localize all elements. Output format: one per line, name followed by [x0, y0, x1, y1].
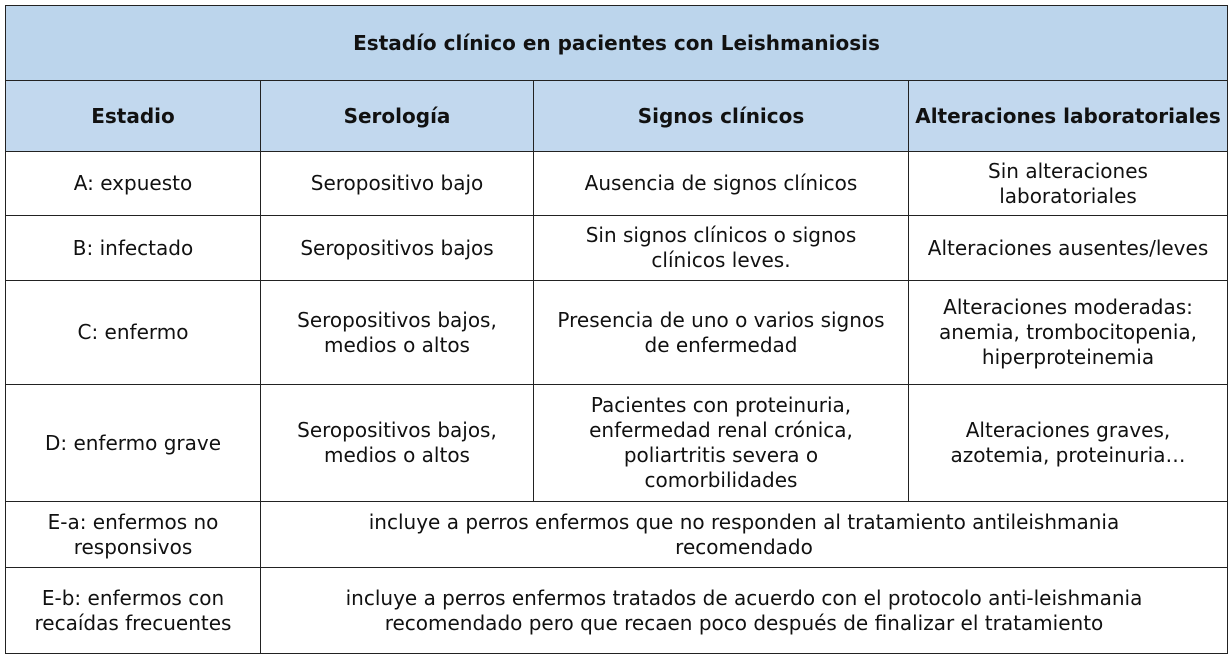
cell-signos: Presencia de uno o varios signos de enfermedad	[534, 281, 909, 385]
cell-serologia: Seropositivos bajos, medios o altos	[261, 281, 534, 385]
header-estadio: Estadio	[6, 81, 261, 152]
table-row	[6, 216, 1228, 281]
header-signos-clinicos: Signos clínicos	[534, 81, 909, 152]
cell-alteraciones: Alteraciones ausentes/leves	[909, 216, 1228, 281]
cell-alteraciones: Alteraciones moderadas: anemia, trombocitopenia, hiperproteinemia	[909, 281, 1228, 385]
leishmaniosis-staging-table	[5, 5, 1228, 654]
cell-descripcion: incluye a perros enfermos tratados de acuerdo con el protocolo anti-leishmania recomendado pero que recaen poco después de finalizar el tratamiento	[261, 568, 1228, 654]
header-alteraciones: Alteraciones laboratoriales	[909, 81, 1228, 152]
cell-alteraciones: Sin alteraciones laboratoriales	[909, 152, 1228, 216]
cell-signos: Sin signos clínicos o signos clínicos leves.	[534, 216, 909, 281]
table-row	[6, 152, 1228, 216]
cell-serologia: Seropositivos bajos, medios o altos	[261, 385, 534, 502]
cell-serologia: Seropositivo bajo	[261, 152, 534, 216]
cell-estadio: B: infectado	[6, 216, 261, 281]
table-title: Estadío clínico en pacientes con Leishmaniosis	[6, 6, 1228, 81]
cell-descripcion: incluye a perros enfermos que no responden al tratamiento antileishmania recomendado	[261, 502, 1228, 568]
cell-estadio: D: enfermo grave	[6, 385, 261, 502]
cell-estadio: A: expuesto	[6, 152, 261, 216]
cell-estadio: E-a: enfermos no responsivos	[6, 502, 261, 568]
header-row	[6, 81, 1228, 152]
cell-signos: Pacientes con proteinuria, enfermedad renal crónica, poliartritis severa o comorbilidades	[534, 385, 909, 502]
header-serologia: Serología	[261, 81, 534, 152]
table-row	[6, 385, 1228, 502]
table-row	[6, 281, 1228, 385]
cell-estadio: C: enfermo	[6, 281, 261, 385]
cell-alteraciones: Alteraciones graves, azotemia, proteinuria…	[909, 385, 1228, 502]
title-row	[6, 6, 1228, 81]
cell-signos: Ausencia de signos clínicos	[534, 152, 909, 216]
cell-serologia: Seropositivos bajos	[261, 216, 534, 281]
table-row	[6, 502, 1228, 568]
table-row	[6, 568, 1228, 654]
cell-estadio: E-b: enfermos con recaídas frecuentes	[6, 568, 261, 654]
